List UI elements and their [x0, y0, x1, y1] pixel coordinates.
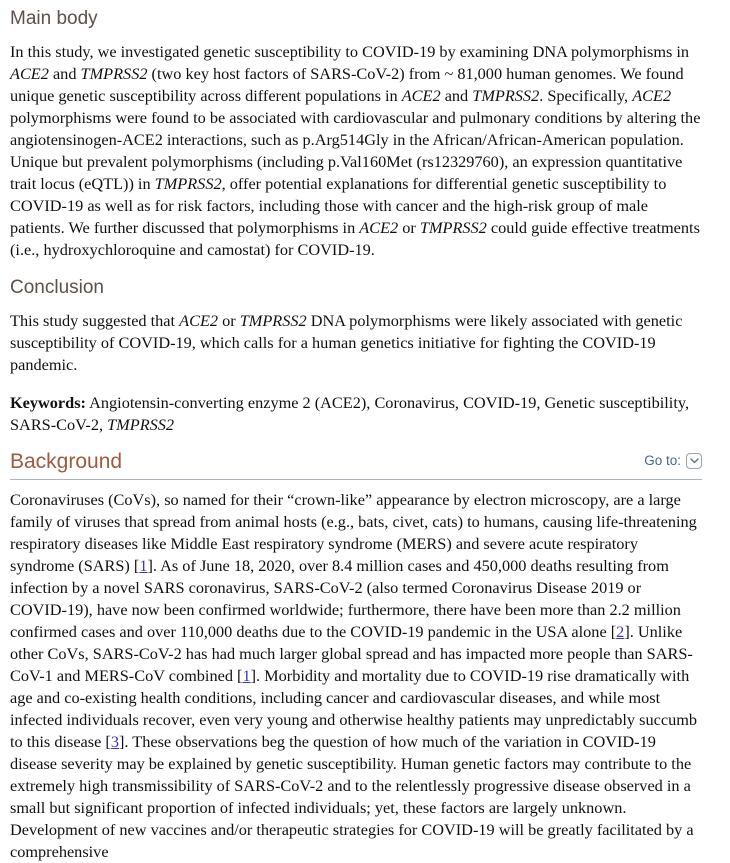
conclusion-heading: Conclusion: [10, 277, 104, 298]
background-paragraph: Coronaviruses (CoVs), so named for their “crown-like” appearance by electron microscopy, are a large family of viruses that spread from animal hosts (e.g., bats, civet, cats) to humans, causing life-threatening respiratory diseases like Middle East respiratory syndrome (MERS) and severe acute respiratory syndrome (SARS) [1]. As of June 18, 2020, over 8.4 million cases and 450,000 deaths resulting from infection by a novel SARS coronavirus, SARS-CoV-2 (also termed Coronavirus Disease 2019 or COVID-19), have now been confirmed worldwide; furthermore, there have been more than 2.2 million confirmed cases and over 110,000 deaths due to the COVID-19 pandemic in the USA alone [2]. Unlike other CoVs, SARS-CoV-2 has had much larger global spread and has impacted more people than SARS-CoV-1 and MERS-CoV combined [1]. Morbidity and mortality due to COVID-19 rise dramatically with age and co-existing health conditions, including cancer and cardiovascular diseases, and while most infected individuals recover, even very young and otherwise healthy patients may unpredictably succumb to this disease [3]. These observations beg the question of how much of the variation in COVID-19 disease severity may be explained by genetic susceptibility. Human genetic factors may contribute to the extremely high transmissibility of SARS-CoV-2 and to the relentlessly progressive disease observed in a small but significant proportion of infected individuals; yet, these factors are largely unknown. Development of new vaccines and/or therapeutic strategies for COVID-19 will be greatly facilitated by a comprehensive: [10, 490, 698, 861]
gene-name-italic: ACE2: [401, 86, 441, 105]
go-to-label: Go to:: [644, 453, 681, 468]
reference-link[interactable]: 3: [110, 732, 119, 751]
main-body-heading: Main body: [10, 8, 98, 29]
reference-link[interactable]: 2: [616, 622, 625, 641]
go-to-dropdown[interactable]: [644, 450, 702, 474]
gene-name-italic: TMPRSS2: [419, 218, 487, 237]
gene-name-italic: ACE2: [10, 64, 49, 83]
keywords-line: Keywords: Angiotensin-converting enzyme 2 (ACE2), Coronavirus, COVID-19, Genetic susceptibility, SARS-CoV-2, TMPRSS2: [10, 393, 690, 434]
gene-name-italic: TMPRSS2: [472, 86, 540, 105]
gene-name-italic: TMPRSS2: [154, 174, 222, 193]
background-section-header: [10, 450, 702, 480]
reference-link[interactable]: 1: [139, 556, 148, 575]
reference-link[interactable]: 1: [242, 666, 251, 685]
gene-name-italic: ACE2: [632, 86, 672, 105]
background-heading: Background: [10, 450, 123, 473]
gene-name-italic: TMPRSS2: [107, 415, 175, 434]
gene-name-italic: TMPRSS2: [239, 311, 307, 330]
gene-name-italic: ACE2: [359, 218, 399, 237]
conclusion-paragraph: This study suggested that ACE2 or TMPRSS2 DNA polymorphisms were likely associated with genetic susceptibility of COVID-19, which calls for a human genetics initiative for fighting the COVID-19 pandemic.: [10, 311, 683, 374]
chevron-down-icon: [686, 453, 702, 469]
main-body-paragraph: In this study, we investigated genetic susceptibility to COVID-19 by examining DNA polymorphisms in ACE2 and TMPRSS2 (two key host factors of SARS-CoV-2) from ~ 81,000 human genomes. We found unique genetic susceptibility across different populations in ACE2 and TMPRSS2. Specifically, ACE2 polymorphisms were found to be associated with cardiovascular and pulmonary conditions by altering the angiotensinogen-ACE2 interactions, such as p.Arg514Gly in the African/African-American population. Unique but prevalent polymorphisms (including p.Val160Met (rs12329760), an expression quantitative trait locus (eQTL)) in TMPRSS2, offer potential explanations for differential genetic susceptibility to COVID-19 as well as for risk factors, including those with cancer and the high-risk group of male patients. We further discussed that polymorphisms in ACE2 or TMPRSS2 could guide effective treatments (i.e., hydroxychloroquine and camostat) for COVID-19.: [10, 42, 701, 259]
gene-name-italic: ACE2: [179, 311, 219, 330]
keywords-label: Keywords:: [10, 393, 86, 412]
gene-name-italic: TMPRSS2: [80, 64, 148, 83]
